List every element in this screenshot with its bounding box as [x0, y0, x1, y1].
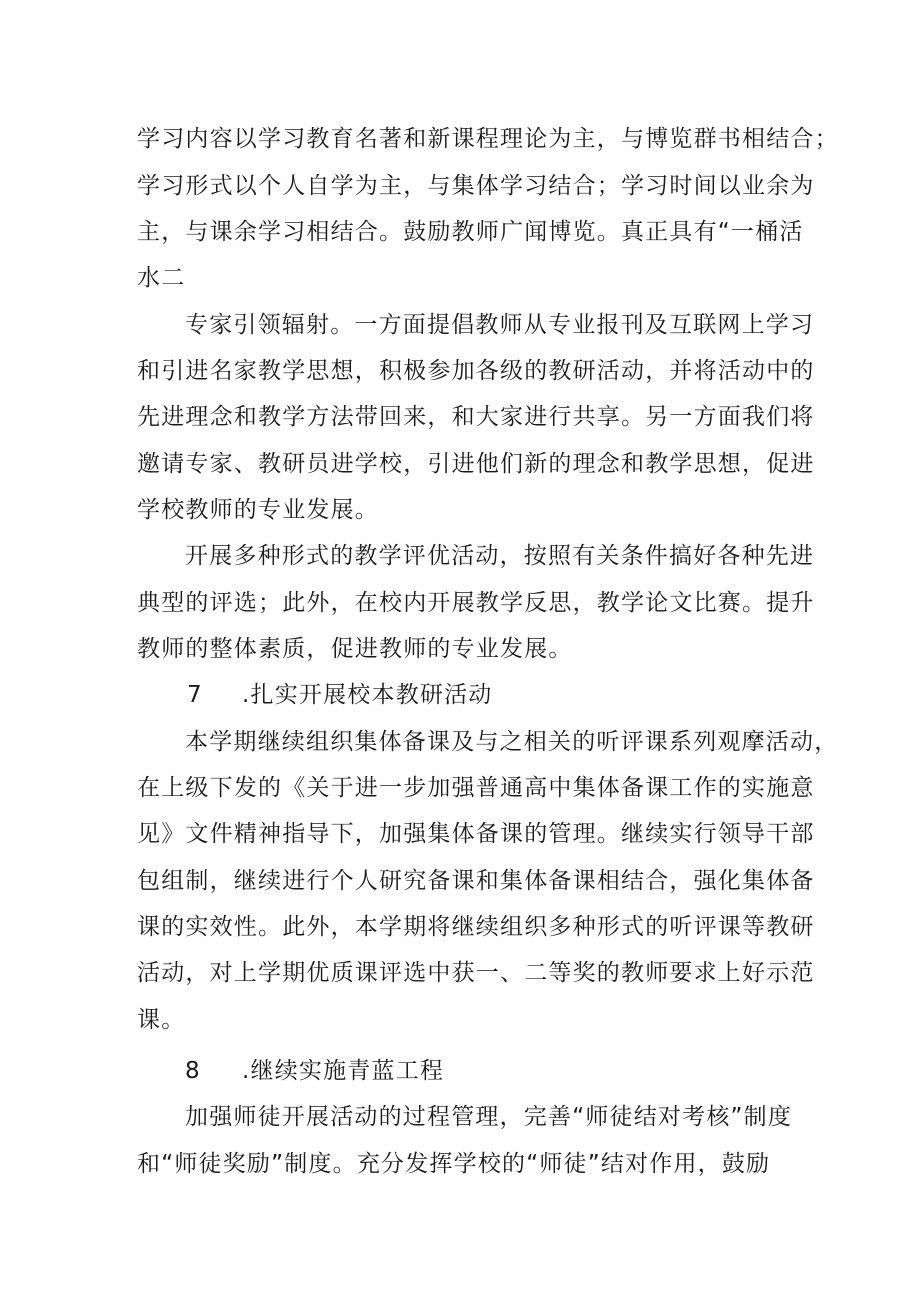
section-number: 7 [187, 682, 202, 708]
text-line: 和引进名家教学思想，积极参加各级的教研活动，并将活动中的 [137, 358, 815, 384]
text-line: 加强师徒开展活动的过程管理，完善“师徒结对考核”制度 [185, 1104, 793, 1130]
text-line: 教师的整体素质，促进教师的专业发展。 [137, 636, 573, 662]
text-line: 本学期继续组织集体备课及与之相关的听评课系列观摩活动， [185, 729, 839, 755]
section-title: .扎实开展校本教研活动 [242, 682, 493, 708]
text-line: 先进理念和教学方法带回来，和大家进行共享。另一方面我们将 [137, 404, 815, 430]
text-line: 课的实效性。此外，本学期将继续组织多种形式的听评课等教研 [137, 914, 815, 940]
text-line: 学校教师的专业发展。 [137, 497, 379, 523]
text-line: 在上级下发的《关于进一步加强普通高中集体备课工作的实施意 [137, 775, 815, 801]
text-line: 包组制，继续进行个人研究备课和集体备课相结合，强化集体备 [137, 868, 815, 894]
text-line: 课。 [137, 1007, 186, 1033]
section-number: 8 [185, 1058, 200, 1084]
text-line: 邀请专家、教研员进学校，引进他们新的理念和教学思想，促进 [137, 451, 815, 477]
text-line: 学习形式以个人自学为主，与集体学习结合；学习时间以业余为 [137, 173, 815, 199]
text-line: 主，与课余学习相结合。鼓励教师广闻博览。真正具有“一桶活 [137, 219, 804, 245]
text-line: 水二 [137, 265, 186, 291]
text-line: 和“师徒奖励”制度。充分发挥学校的“师徒”结对作用，鼓励 [137, 1151, 771, 1177]
text-line: 典型的评选；此外，在校内开展教学反思，教学论文比赛。提升 [137, 590, 815, 616]
text-line: 见》文件精神指导下，加强集体备课的管理。继续实行领导干部 [137, 821, 815, 847]
text-line: 学习内容以学习教育名著和新课程理论为主，与博览群书相结合； [137, 126, 839, 152]
text-line: 专家引领辐射。一方面提倡教师从专业报刊及互联网上学习 [185, 312, 815, 338]
text-line: 开展多种形式的教学评优活动，按照有关条件搞好各种先进 [185, 543, 815, 569]
text-line: 活动，对上学期优质课评选中获一、二等奖的教师要求上好示范 [137, 960, 815, 986]
section-title: .继续实施青蓝工程 [242, 1058, 445, 1084]
